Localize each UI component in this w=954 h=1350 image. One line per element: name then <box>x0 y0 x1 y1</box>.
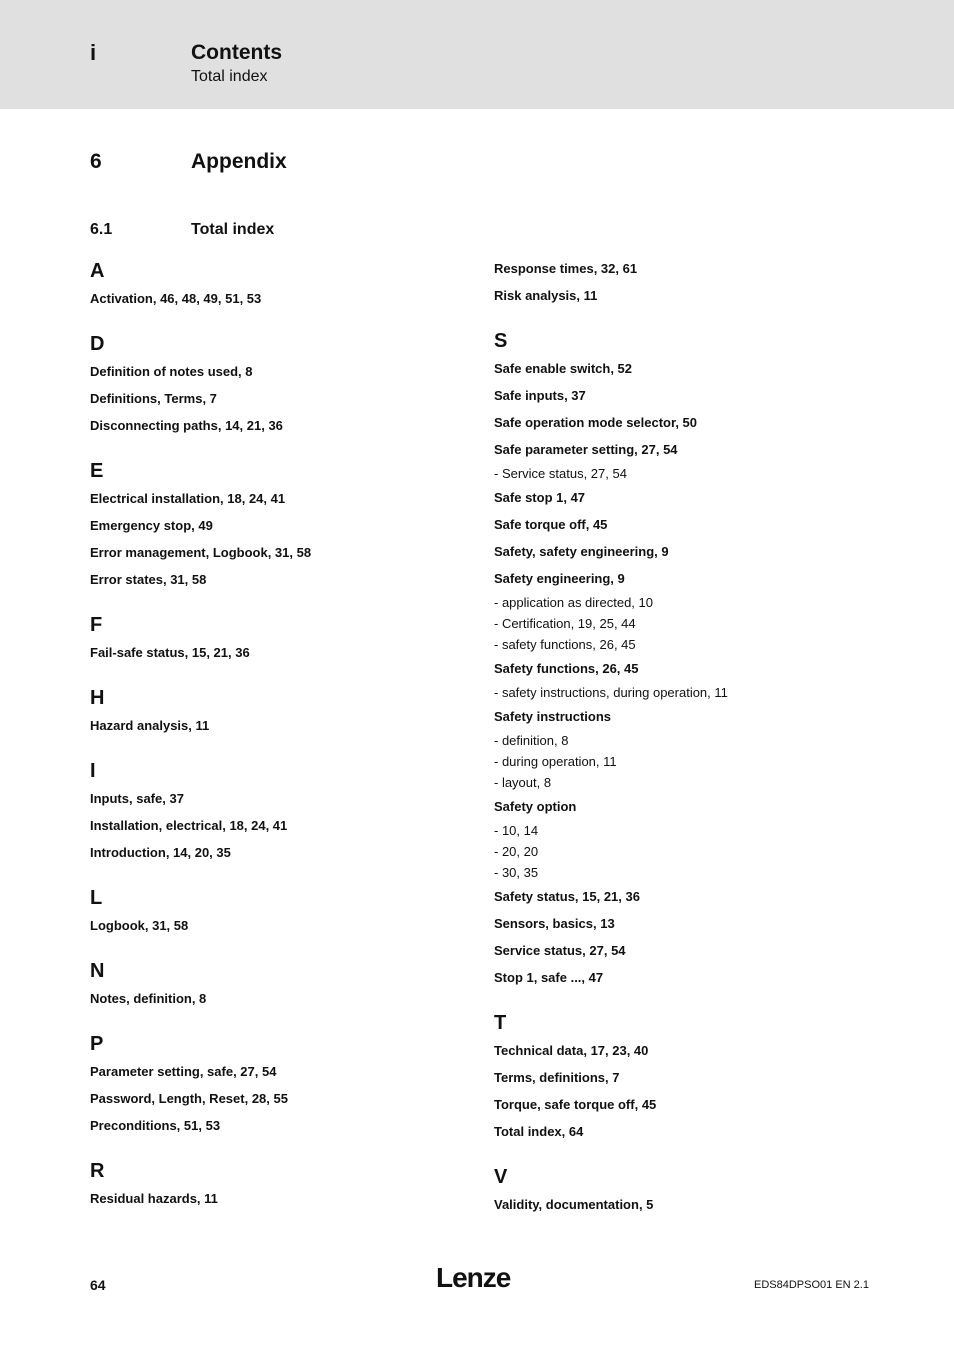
index-letter: P <box>90 1033 104 1055</box>
index-group <box>90 457 480 593</box>
index-entry[interactable]: Torque, safe torque off, 45 <box>494 1097 657 1112</box>
section-number: 6.1 <box>90 221 113 238</box>
index-letter: F <box>90 614 103 636</box>
index-group <box>90 884 480 939</box>
header-marker: i <box>90 40 97 65</box>
index-entry[interactable]: Technical data, 17, 23, 40 <box>494 1043 649 1058</box>
index-entry[interactable]: Safety status, 15, 21, 36 <box>494 889 640 904</box>
index-entry[interactable]: Password, Length, Reset, 28, 55 <box>90 1091 288 1106</box>
header-subtitle: Total index <box>191 68 268 85</box>
index-entry[interactable]: Safe operation mode selector, 50 <box>494 415 698 430</box>
index-entry[interactable]: Safety engineering, 9 <box>494 571 625 586</box>
index-entry[interactable]: Safe torque off, 45 <box>494 517 608 532</box>
index-entry[interactable]: Safety instructions <box>494 709 612 724</box>
index-letter: D <box>90 333 105 355</box>
index-entry[interactable]: Inputs, safe, 37 <box>90 791 184 806</box>
index-group <box>494 1163 884 1218</box>
index-entry[interactable]: Emergency stop, 49 <box>90 518 213 533</box>
index-entry[interactable]: Notes, definition, 8 <box>90 991 207 1006</box>
index-entry[interactable]: Validity, documentation, 5 <box>494 1197 654 1212</box>
index-letter: E <box>90 460 104 482</box>
index-entry[interactable]: Installation, electrical, 18, 24, 41 <box>90 818 288 833</box>
index-entry[interactable]: Residual hazards, 11 <box>90 1191 218 1206</box>
index-entry[interactable]: Error management, Logbook, 31, 58 <box>90 545 312 560</box>
index-entry[interactable]: Disconnecting paths, 14, 21, 36 <box>90 418 283 433</box>
index-entry[interactable]: Safety option <box>494 799 577 814</box>
index-subentry[interactable]: - 10, 14 <box>494 823 539 838</box>
index-group <box>494 1009 884 1145</box>
index-entry[interactable]: Stop 1, safe ..., 47 <box>494 970 604 985</box>
index-letter: A <box>90 260 105 282</box>
index-subentry[interactable]: - Certification, 19, 25, 44 <box>494 616 636 631</box>
index-entry[interactable]: Response times, 32, 61 <box>494 261 638 276</box>
index-entry[interactable]: Total index, 64 <box>494 1124 584 1139</box>
index-group <box>90 1030 480 1139</box>
index-entry[interactable]: Error states, 31, 58 <box>90 572 207 587</box>
lenze-logo: Lenze <box>436 1262 511 1293</box>
index-subentry[interactable]: - application as directed, 10 <box>494 595 653 610</box>
chapter-title: Appendix <box>191 150 287 173</box>
index-subentry[interactable]: - safety functions, 26, 45 <box>494 637 636 652</box>
index-entry[interactable]: Fail-safe status, 15, 21, 36 <box>90 645 250 660</box>
section-title: Total index <box>191 221 275 238</box>
index-subentry[interactable]: - safety instructions, during operation, 11 <box>494 685 728 700</box>
index-group <box>494 327 884 991</box>
index-entry[interactable]: Introduction, 14, 20, 35 <box>90 845 231 860</box>
index-subentry[interactable]: - definition, 8 <box>494 733 569 748</box>
index-subentry[interactable]: - 30, 35 <box>494 865 539 880</box>
index-entry[interactable]: Sensors, basics, 13 <box>494 916 615 931</box>
index-entry[interactable]: Safe inputs, 37 <box>494 388 586 403</box>
index-group <box>90 684 480 739</box>
index-letter: S <box>494 330 508 352</box>
index-letter: T <box>494 1012 507 1034</box>
header-title: Contents <box>191 41 282 64</box>
index-letter: I <box>90 760 96 782</box>
header-band <box>0 0 954 109</box>
index-entry[interactable]: Risk analysis, 11 <box>494 288 598 303</box>
index-subentry[interactable]: - layout, 8 <box>494 775 552 790</box>
index-subentry[interactable]: - 20, 20 <box>494 844 539 859</box>
index-group-continued <box>494 255 884 309</box>
index-group <box>90 257 480 312</box>
index-entry[interactable]: Definition of notes used, 8 <box>90 364 253 379</box>
index-entry[interactable]: Logbook, 31, 58 <box>90 918 189 933</box>
index-letter: R <box>90 1160 105 1182</box>
index-entry[interactable]: Service status, 27, 54 <box>494 943 626 958</box>
index-letter: N <box>90 960 105 982</box>
index-subentry[interactable]: - during operation, 11 <box>494 754 617 769</box>
index-entry[interactable]: Preconditions, 51, 53 <box>90 1118 221 1133</box>
index-entry[interactable]: Definitions, Terms, 7 <box>90 391 217 406</box>
document-id: EDS84DPSO01 EN 2.1 <box>754 1279 869 1291</box>
index-entry[interactable]: Safe stop 1, 47 <box>494 490 586 505</box>
index-entry[interactable]: Safety, safety engineering, 9 <box>494 544 669 559</box>
index-letter: H <box>90 687 105 709</box>
index-entry[interactable]: Parameter setting, safe, 27, 54 <box>90 1064 277 1079</box>
index-letter: V <box>494 1166 508 1188</box>
index-group <box>90 757 480 866</box>
chapter-number: 6 <box>90 150 102 173</box>
index-entry[interactable]: Electrical installation, 18, 24, 41 <box>90 491 286 506</box>
index-group <box>90 611 480 666</box>
index-entry[interactable]: Terms, definitions, 7 <box>494 1070 620 1085</box>
index-group <box>90 330 480 439</box>
index-group <box>90 957 480 1012</box>
index-group <box>90 1157 480 1212</box>
page-number: 64 <box>90 1277 106 1293</box>
index-entry[interactable]: Safe parameter setting, 27, 54 <box>494 442 678 457</box>
index-entry[interactable]: Hazard analysis, 11 <box>90 718 210 733</box>
index-entry[interactable]: Activation, 46, 48, 49, 51, 53 <box>90 291 262 306</box>
index-entry[interactable]: Safety functions, 26, 45 <box>494 661 639 676</box>
index-letter: L <box>90 887 103 909</box>
index-entry[interactable]: Safe enable switch, 52 <box>494 361 633 376</box>
index-column-left <box>90 257 480 1230</box>
index-column-right <box>494 255 884 1236</box>
index-subentry[interactable]: - Service status, 27, 54 <box>494 466 627 481</box>
